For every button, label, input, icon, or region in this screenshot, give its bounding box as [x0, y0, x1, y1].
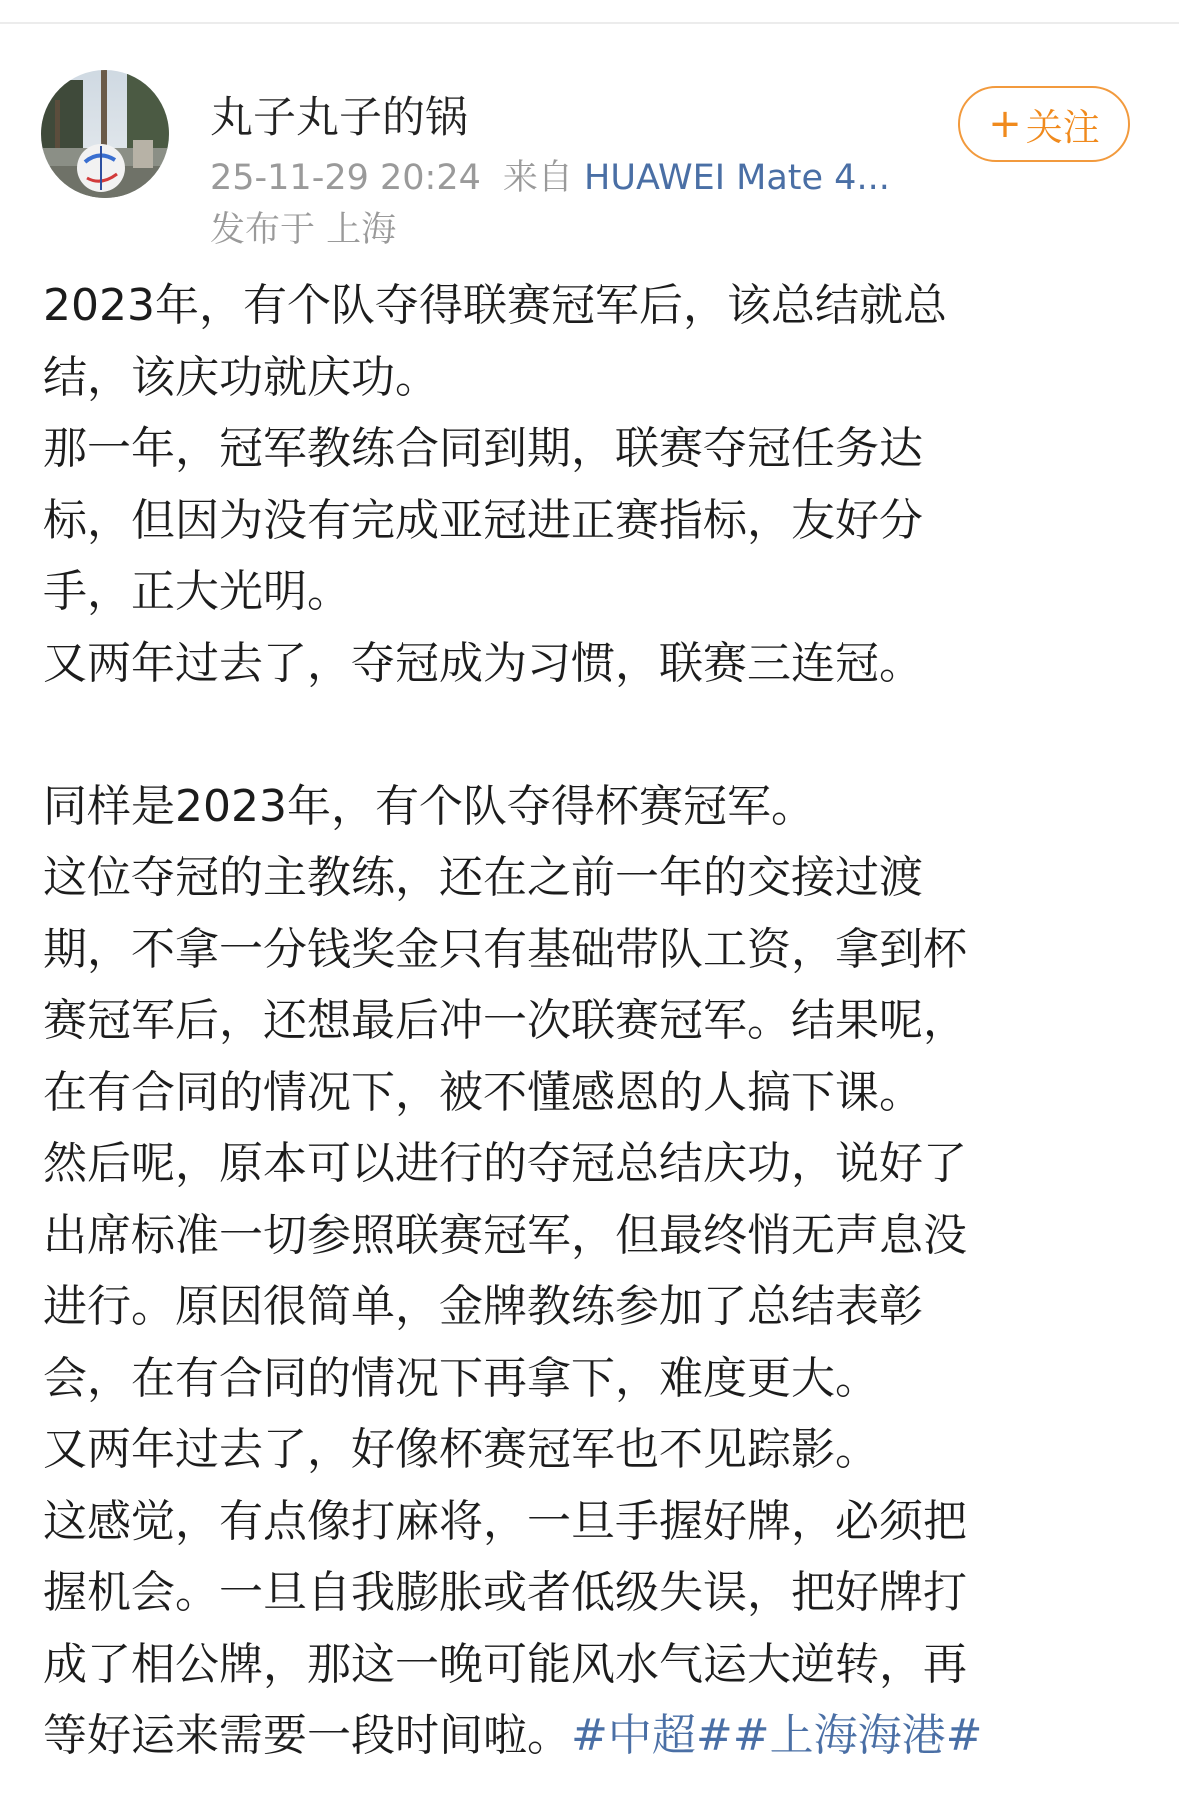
post-body-lines [43, 270, 1153, 1700]
post-text-line: 这位夺冠的主教练，还在之前一年的交接过渡 [43, 852, 923, 903]
post-text-line: 成了相公牌，那这一晚可能风水气运大逆转，再 [43, 1638, 967, 1690]
post-last-line [43, 1700, 1153, 1772]
post-text-line: 在有合同的情况下，被不懂感恩的人搞下课。 [43, 1066, 923, 1118]
post-text-line: 又两年过去了，夺冠成为习惯，联赛三连冠。 [43, 637, 923, 689]
post-text-line: 标，但因为没有完成亚冠进正赛指标，友好分 [43, 494, 923, 546]
hashtag-link[interactable]: #上海海港# [732, 1710, 983, 1761]
author-avatar[interactable] [41, 70, 169, 198]
post-text-line: 这感觉，有点像打麻将，一旦手握好牌，必须把 [43, 1495, 967, 1547]
follow-button-label: 关注 [1025, 106, 1100, 149]
post-text-line: 结，该庆功就庆功。 [43, 351, 439, 403]
post-text-line: 2023年，有个队夺得联赛冠军后，该总结就总 [43, 280, 947, 331]
post-text-line: 出席标准一切参照联赛冠军，但最终悄无声息没 [43, 1209, 967, 1261]
post-header [0, 60, 1179, 250]
post-text-line: 然后呢，原本可以进行的夺冠总结庆功，说好了 [43, 1138, 967, 1189]
plus-icon: + [988, 101, 1022, 147]
top-divider [0, 22, 1179, 24]
post-text-line: 赛冠军后，还想最后冲一次联赛冠军。结果呢， [43, 995, 967, 1046]
hashtag-link[interactable]: #中超# [571, 1710, 733, 1761]
post-body [43, 270, 1153, 1772]
post-text-line: 期，不拿一分钱奖金只有基础带队工资，拿到杯 [43, 923, 967, 975]
author-name[interactable]: 丸子丸子的锅 [210, 93, 468, 143]
paragraph-gap [43, 699, 1153, 771]
post-last-line-text: 等好运来需要一段时间啦。 [43, 1710, 571, 1761]
device-link[interactable]: HUAWEI Mate 4... [584, 158, 890, 198]
post-text-line: 会，在有合同的情况下再拿下，难度更大。 [43, 1352, 879, 1404]
follow-button[interactable] [958, 86, 1130, 162]
avatar-photo-icon [41, 70, 169, 198]
post-text-line: 同样是2023年，有个队夺得杯赛冠军。 [43, 780, 815, 832]
post-meta [210, 150, 890, 200]
post-timestamp: 25-11-29 20:24 [210, 158, 481, 198]
post-text-line: 手，正大光明。 [43, 566, 351, 617]
post-text-line: 进行。原因很简单，金牌教练参加了总结表彰 [43, 1281, 923, 1332]
post-text-line: 又两年过去了，好像杯赛冠军也不见踪影。 [43, 1424, 879, 1475]
post-text-line: 那一年，冠军教练合同到期，联赛夺冠任务达 [43, 423, 923, 474]
source-prefix: 来自 [502, 158, 573, 198]
post-text-line: 握机会。一旦自我膨胀或者低级失误，把好牌打 [43, 1567, 967, 1618]
post-location: 发布于 上海 [210, 210, 397, 250]
